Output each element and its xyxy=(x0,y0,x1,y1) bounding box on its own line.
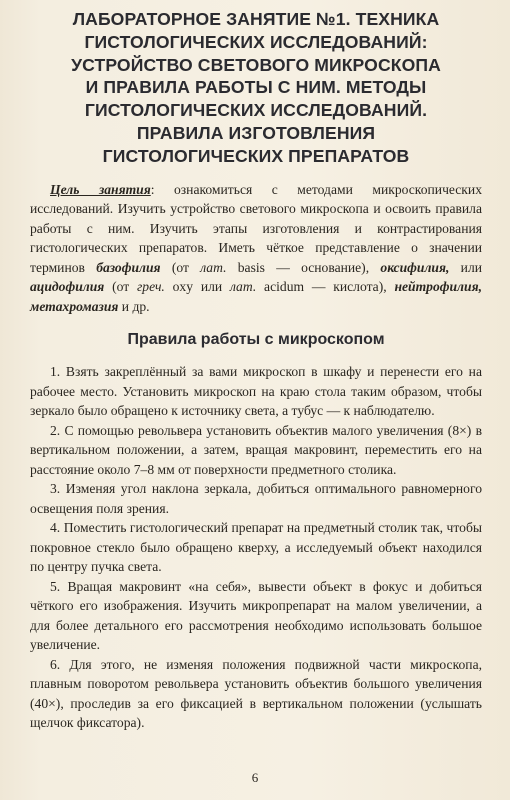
section-heading: Правила работы с микроскопом xyxy=(127,331,385,349)
term-neutrophilia: нейтрофилия, xyxy=(394,279,482,295)
goal-text: basis — основание), xyxy=(226,259,381,275)
rule-item: 4. Поместить гистологический препарат на предметный столик так, чтобы покровное стекло было обращено кверху, а исследуемый объект находился по центру пучка света. xyxy=(30,520,482,575)
title-line: И ПРАВИЛА РАБОТЫ С НИМ. МЕТОДЫ xyxy=(85,77,427,98)
goal-label: Цель занятия xyxy=(50,181,151,197)
rule-item: 3. Изменяя угол наклона зеркала, добиться оптимального равномерного освещения поля зрения. xyxy=(30,481,482,516)
abbr-latin: лат. xyxy=(229,279,257,295)
term-acidophilia: ацидофилия xyxy=(30,279,105,295)
title-line: ГИСТОЛОГИЧЕСКИХ ИССЛЕДОВАНИЙ. xyxy=(84,100,428,121)
goal-text: или xyxy=(449,259,482,275)
abbr-latin: лат. xyxy=(200,259,227,275)
term-basophilia: базофилия xyxy=(96,259,161,275)
goal-text: (от xyxy=(104,279,137,295)
rule-item: 6. Для этого, не изменяя положения подвижной части микроскопа, плавным поворотом револьвера установить объектив большого увеличения (40×), проследив за его фиксацией в вертикальном положении (услышать щелчок фиксатора). xyxy=(30,656,482,731)
goal-text: и др. xyxy=(118,298,150,314)
lesson-goal xyxy=(30,180,482,317)
term-oxyphilia: оксифилия, xyxy=(380,259,450,275)
rule-item: 2. С помощью револьвера установить объектив малого увеличения (8×) в вертикальном положении, а затем, вращая макровинт, переместить его на расстояние около 7–8 мм от поверхности предметного столика. xyxy=(30,422,482,477)
chapter-title xyxy=(30,8,482,168)
goal-text: : ознакомиться с методами микроскопических исследований. Изучить устройство светового микроскопа и освоить правила работы с ним. Изучить этапы изготовления и контрастирования гистологических препаратов. Иметь чёткое представление о значении терминов xyxy=(30,181,482,275)
title-line: УСТРОЙСТВО СВЕТОВОГО МИКРОСКОПА xyxy=(71,54,441,75)
goal-text: acidum — кислота), xyxy=(256,279,395,295)
title-line: ГИСТОЛОГИЧЕСКИХ ИССЛЕДОВАНИЙ: xyxy=(84,31,428,52)
rule-item: 5. Вращая макровинт «на себя», вывести объект в фокус и добиться чёткого его изображения. Изучить микропрепарат на малом увеличении, а для более детального его рассмотрения необходимо использовать большое увеличение. xyxy=(30,578,482,653)
rule-item: 1. Взять закреплённый за вами микроскоп в шкафу и перенести его на рабочее место. Установить микроскоп на краю стола таким образом, чтобы зеркало было обращено к источнику света, а тубус — к наблюдателю. xyxy=(30,364,482,419)
goal-paragraph xyxy=(30,180,482,317)
abbr-greek: греч. xyxy=(136,279,165,295)
title-line: ГИСТОЛОГИЧЕСКИХ ПРЕПАРАТОВ xyxy=(102,145,410,166)
title-line: ПРАВИЛА ИЗГОТОВЛЕНИЯ xyxy=(136,122,376,143)
goal-text: oxy или xyxy=(164,279,230,295)
rules-list xyxy=(30,362,482,733)
title-line: ЛАБОРАТОРНОЕ ЗАНЯТИЕ №1. ТЕХНИКА xyxy=(72,9,440,29)
term-metachromasia: метахромазия xyxy=(30,298,119,314)
goal-text: (от xyxy=(160,259,201,275)
page-number: 6 xyxy=(251,770,259,785)
